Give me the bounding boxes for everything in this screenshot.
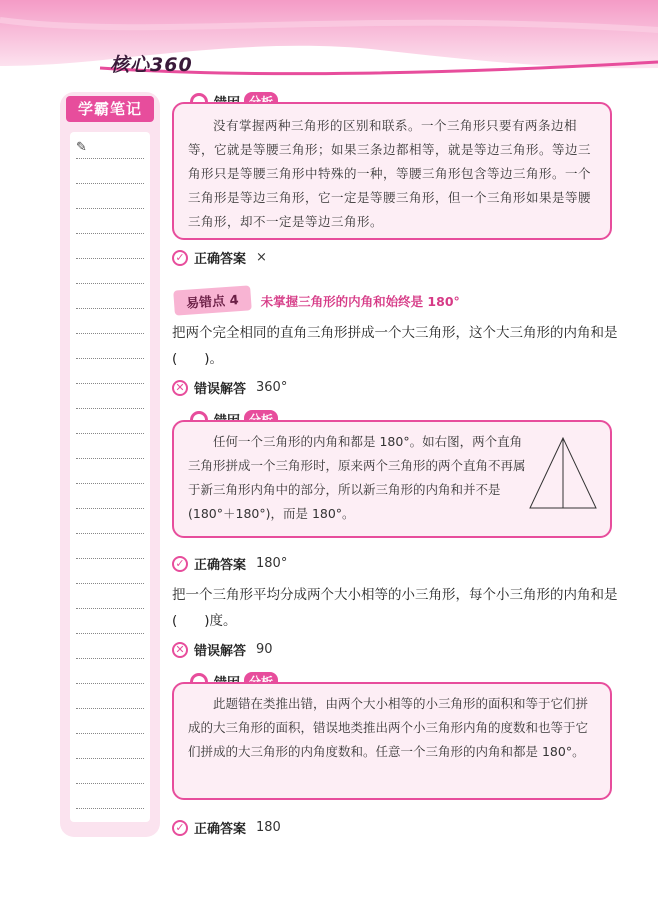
check-icon: ✓	[172, 820, 188, 836]
note-line	[76, 358, 144, 359]
pencil-icon: ✎	[76, 140, 87, 155]
check-icon: ✓	[172, 250, 188, 266]
mistake-point-4	[174, 288, 460, 313]
notes-sidebar	[60, 92, 160, 837]
wrong-value: 360°	[256, 380, 288, 395]
question-2: 把一个三角形平均分成两个大小相等的小三角形，每个小三角形的内角和是( )度。	[172, 587, 618, 629]
note-line	[76, 483, 144, 484]
wrong-label: 错误解答	[194, 382, 247, 397]
note-line	[76, 283, 144, 284]
wrong-value: 90	[256, 642, 273, 657]
analysis-box-3	[172, 682, 612, 800]
note-line	[76, 333, 144, 334]
wrong-answer-2	[172, 640, 273, 659]
wrong-answer-1	[172, 378, 287, 397]
correct-answer-2	[172, 554, 287, 573]
note-line	[76, 558, 144, 559]
note-line	[76, 408, 144, 409]
note-line	[76, 433, 144, 434]
note-line	[76, 383, 144, 384]
note-line	[76, 783, 144, 784]
notes-area	[70, 132, 150, 822]
note-line	[76, 633, 144, 634]
correct-value: 180°	[256, 556, 288, 571]
note-line	[76, 683, 144, 684]
note-line	[76, 208, 144, 209]
analysis-text-2: 任何一个三角形的内角和都是 180°。如右图，两个直角三角形拼成一个三角形时，原来两个三角形的两个直角不再属于新三角形内角中的部分，所以新三角形的内角和并不是(180°＋180°)，而是 180°。	[188, 434, 526, 521]
note-line	[76, 608, 144, 609]
note-line	[76, 533, 144, 534]
cross-icon: ✕	[172, 380, 188, 396]
correct-answer-3	[172, 818, 281, 837]
correct-label: 正确答案	[194, 252, 247, 267]
note-line	[76, 158, 144, 159]
analysis-box-1	[172, 102, 612, 240]
correct-value: ×	[256, 250, 267, 265]
analysis-box-2	[172, 420, 612, 538]
note-line	[76, 508, 144, 509]
note-line	[76, 733, 144, 734]
note-line	[76, 233, 144, 234]
question-1: 把两个完全相同的直角三角形拼成一个大三角形，这个大三角形的内角和是( )。	[172, 325, 618, 367]
note-line	[76, 708, 144, 709]
note-line	[76, 183, 144, 184]
note-line	[76, 258, 144, 259]
triangle-diagram	[528, 436, 598, 512]
correct-value: 180	[256, 820, 281, 835]
correct-label: 正确答案	[194, 822, 247, 837]
note-line	[76, 758, 144, 759]
brand-title: 核心360	[110, 54, 193, 76]
page-header	[0, 0, 658, 92]
note-line	[76, 658, 144, 659]
point-title: 未掌握三角形的内角和始终是 180°	[260, 293, 460, 309]
sidebar-title: 学霸笔记	[66, 96, 154, 122]
correct-label: 正确答案	[194, 558, 247, 573]
note-line	[76, 583, 144, 584]
wrong-label: 错误解答	[194, 644, 247, 659]
cross-icon: ✕	[172, 642, 188, 658]
note-line	[76, 458, 144, 459]
analysis-text-1: 没有掌握两种三角形的区别和联系。一个三角形只要有两条边相等，它就是等腰三角形；如果三条边都相等，就是等边三角形。等边三角形只是等腰三角形中特殊的一种，等腰三角形包含等边三角形。一个三角形是等边三角形，它一定是等腰三角形，但一个三角形如果是等腰三角形，却不一定是等边三角形。	[188, 118, 592, 229]
correct-answer-1	[172, 248, 267, 267]
point-badge: 易错点 4	[173, 285, 251, 315]
note-line	[76, 808, 144, 809]
note-line	[76, 308, 144, 309]
analysis-text-3: 此题错在类推出错，由两个大小相等的小三角形的面积和等于它们拼成的大三角形的面积，错误地类推出两个小三角形内角的度数和也等于它们拼成的大三角形的内角度数和。任意一个三角形的内角和都是 180°。	[188, 696, 589, 759]
check-icon: ✓	[172, 556, 188, 572]
header-banner	[0, 0, 658, 92]
